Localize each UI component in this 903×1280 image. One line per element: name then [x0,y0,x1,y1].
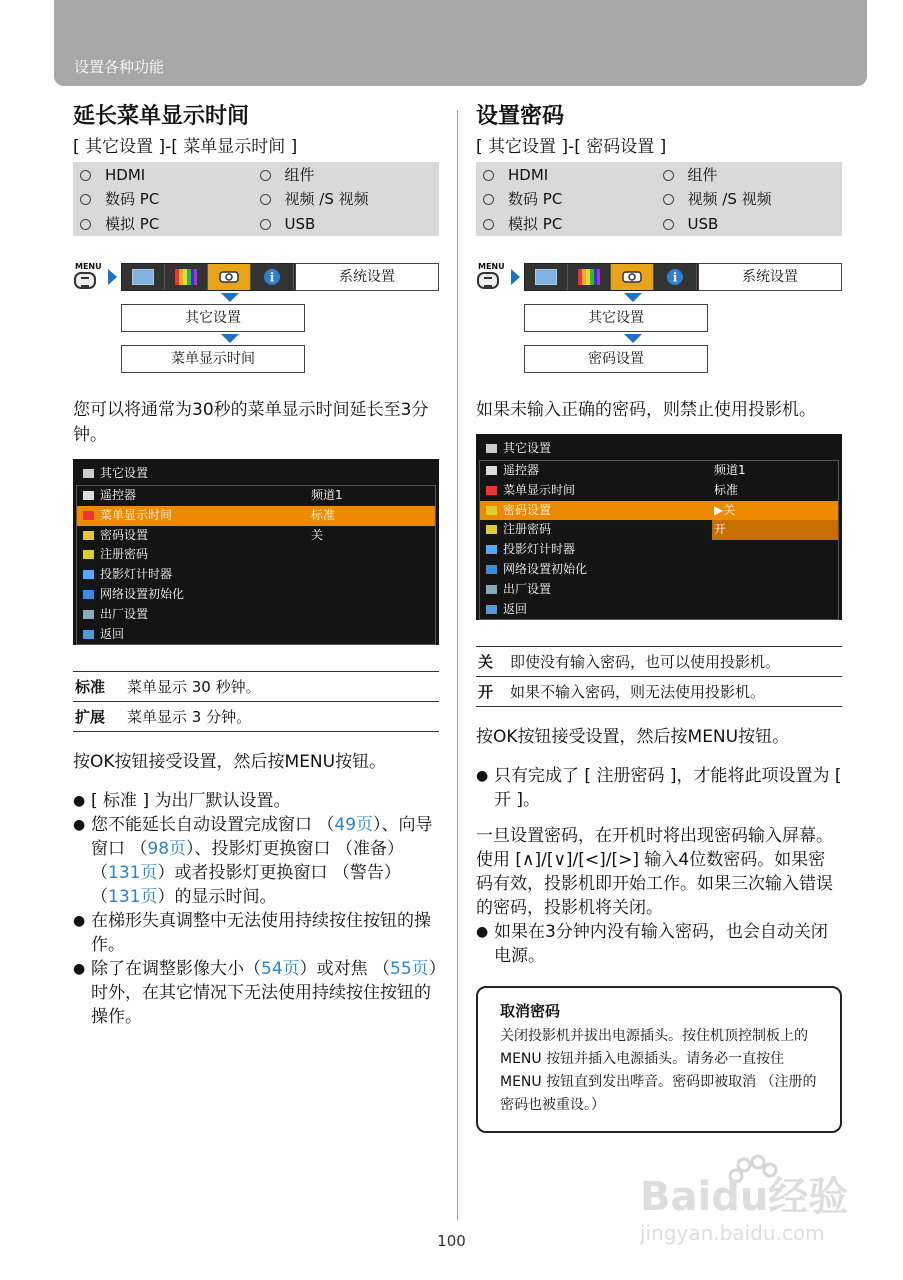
osd-row: 遥控器 频道1 [77,486,435,506]
timer-icon [83,511,94,520]
page-link[interactable]: 54页 [261,959,300,979]
page-header [54,0,867,86]
list-item: ● 除了在调整影像大小（54页）或对焦 （55页）时外，在其它情况下无法使用持续按住按钮的操作。 [73,957,439,1029]
color-tab-icon [568,264,611,290]
info-tab-icon [251,264,294,290]
left-menu-path: [ 其它设置 ]-[ 菜单显示时间 ] [73,137,298,157]
radio-icon [483,194,494,205]
right-osd-menu [476,434,842,620]
osd-row: 密码设置 关 [77,526,435,546]
right-column [476,100,842,1133]
right-source-list [476,162,842,236]
right-notes-list-2 [476,920,842,968]
submenu-step1: 其它设置 [121,304,305,332]
system-settings-box: 系统设置 [295,263,439,291]
radio-icon [80,219,91,230]
source-item: 组件 [663,163,843,187]
page-link[interactable]: 55页 [390,959,429,979]
right-menu-path: [ 其它设置 ]-[ 密码设置 ] [476,137,667,157]
right-notes-list [476,764,842,812]
display-tab-icon [525,264,568,290]
page-number: 100 [437,1232,466,1250]
menu-button-icon: MENU [476,263,506,293]
option-row: 标准 菜单显示 30 秒钟。 [73,672,439,702]
right-option-table [476,646,842,707]
radio-icon [483,170,494,181]
source-item: 视频 /S 视频 [663,187,843,211]
radio-icon [260,170,271,181]
remote-icon [486,466,497,475]
submenu-step2: 菜单显示时间 [121,345,305,373]
osd-list [479,460,839,620]
osd-row-selected: 密码设置 ▶关 [480,501,838,521]
list-item: ● 如果在3分钟内没有输入密码，也会自动关闭电源。 [476,920,842,968]
osd-row: 出厂设置 [480,580,838,600]
menu-tab-bar [524,263,698,291]
arrow-down-icon [624,293,642,302]
display-tab-icon [122,264,165,290]
osd-title: 其它设置 [76,463,436,483]
network-icon [486,565,497,574]
menu-tab-bar [121,263,295,291]
radio-icon [483,219,494,230]
source-item: 数码 PC [483,187,663,211]
source-item: 模拟 PC [80,212,260,236]
right-para-1: 一旦设置密码，在开机时将出现密码输入屏幕。 [476,826,833,846]
left-intro: 您可以将通常为30秒的菜单显示时间延长至3分钟。 [73,400,429,445]
page-link[interactable]: 131页 [108,863,158,883]
right-para-2: 使用 [∧]/[∨]/[<]/[>] 输入4位数密码。如果密码有效，投影机即开始工作。如果三次输入错误的密码，投影机将关闭。 [476,850,833,918]
right-press-instruction: 按OK按钮接受设置，然后按MENU按钮。 [476,727,790,747]
factory-icon [486,585,497,594]
register-icon [83,550,94,559]
list-item: ● 只有完成了 [ 注册密码 ]，才能将此项设置为 [ 开 ]。 [476,764,842,812]
note-text: 关闭投影机并拔出电源插头。按住机顶控制板上的 MENU 按钮并插入电源插头。请务必一直按住 MENU 按钮直到发出哔音。密码即被取消 （注册的密码也被重设。） [500,1028,817,1113]
osd-title: 其它设置 [479,438,839,458]
source-item: 数码 PC [80,187,260,211]
source-item: HDMI [80,163,260,187]
svg-text:i: i [269,270,275,285]
osd-list [76,485,436,645]
right-nav-diagram [476,263,842,407]
left-notes-list [73,789,439,1029]
left-osd-menu [73,459,439,645]
list-item: ● 在梯形失真调整中无法使用持续按住按钮的操作。 [73,909,439,957]
lamp-icon [83,570,94,579]
svg-text:i: i [672,270,678,285]
source-item: USB [260,212,440,236]
osd-row: 注册密码 [77,545,435,565]
radio-icon [260,219,271,230]
page-link[interactable]: 49页 [334,815,374,835]
radio-icon [80,170,91,181]
return-icon [486,605,497,614]
option-off[interactable]: ▶关 [712,501,838,521]
info-tab-icon [654,264,697,290]
radio-icon [663,219,674,230]
source-item: HDMI [483,163,663,187]
network-icon [83,590,94,599]
arrow-down-icon [221,334,239,343]
register-icon [486,525,497,534]
submenu-step2: 密码设置 [524,345,708,373]
osd-row: 投影灯计时器 [77,565,435,585]
password-icon [486,506,497,515]
timer-icon [486,486,497,495]
right-intro: 如果未输入正确的密码，则禁止使用投影机。 [476,400,816,420]
left-press-instruction: 按OK按钮接受设置，然后按MENU按钮。 [73,752,387,772]
source-item: 组件 [260,163,440,187]
watermark-url: jingyan.baidu.com [640,1221,825,1245]
color-tab-icon [165,264,208,290]
osd-row: 网络设置初始化 [480,560,838,580]
projector-tab-icon [208,264,251,290]
osd-row: 返回 [480,600,838,620]
menu-button-icon: MENU [73,263,103,293]
radio-icon [260,194,271,205]
option-row: 开 如果不输入密码，则无法使用投影机。 [476,677,842,707]
osd-row: 出厂设置 [77,605,435,625]
option-on[interactable]: 开 [712,520,838,540]
osd-row: 注册密码 开 [480,520,838,540]
baidu-watermark [640,1150,860,1250]
osd-row: 网络设置初始化 [77,585,435,605]
osd-row: 投影灯计时器 [480,540,838,560]
projector-tab-icon [611,264,654,290]
list-item: ● 您不能延长自动设置完成窗口 （49页）、向导窗口 （98页）、投影灯更换窗口 （准备）（131页）或者投影灯更换窗口 （警告）（131页）的显示时间。 [73,813,439,909]
radio-icon [663,194,674,205]
projector-icon [83,469,94,478]
osd-row: 菜单显示时间 标准 [480,481,838,501]
arrow-right-icon [511,269,520,285]
return-icon [83,630,94,639]
arrow-right-icon [108,269,117,285]
arrow-down-icon [221,293,239,302]
note-title: 取消密码 [500,1002,561,1020]
watermark-text: Baidu经验 [640,1174,849,1220]
option-row: 关 即使没有输入密码，也可以使用投影机。 [476,647,842,677]
left-source-list [73,162,439,236]
arrow-down-icon [624,334,642,343]
list-item: ● [ 标准 ] 为出厂默认设置。 [73,789,439,813]
submenu-step1: 其它设置 [524,304,708,332]
remote-icon [83,491,94,500]
left-column [73,100,439,1029]
osd-row: 遥控器 频道1 [480,461,838,481]
password-icon [83,531,94,540]
option-row: 扩展 菜单显示 3 分钟。 [73,702,439,732]
osd-row-selected: 菜单显示时间 标准 [77,506,435,526]
source-item: 模拟 PC [483,212,663,236]
projector-icon [486,444,497,453]
section-title: 设置各种功能 [74,58,165,76]
cancel-password-note [476,986,842,1133]
lamp-icon [486,545,497,554]
left-heading: 延长菜单显示时间 [73,104,250,129]
system-settings-box: 系统设置 [698,263,842,291]
left-nav-diagram [73,263,439,407]
radio-icon [663,170,674,181]
source-item: 视频 /S 视频 [260,187,440,211]
source-item: USB [663,212,843,236]
column-divider [457,110,458,1220]
left-option-table [73,671,439,732]
osd-row: 返回 [77,625,435,645]
page-link[interactable]: 98页 [147,839,187,859]
radio-icon [80,194,91,205]
right-heading: 设置密码 [476,104,565,129]
page-link[interactable]: 131页 [108,887,158,907]
factory-icon [83,610,94,619]
